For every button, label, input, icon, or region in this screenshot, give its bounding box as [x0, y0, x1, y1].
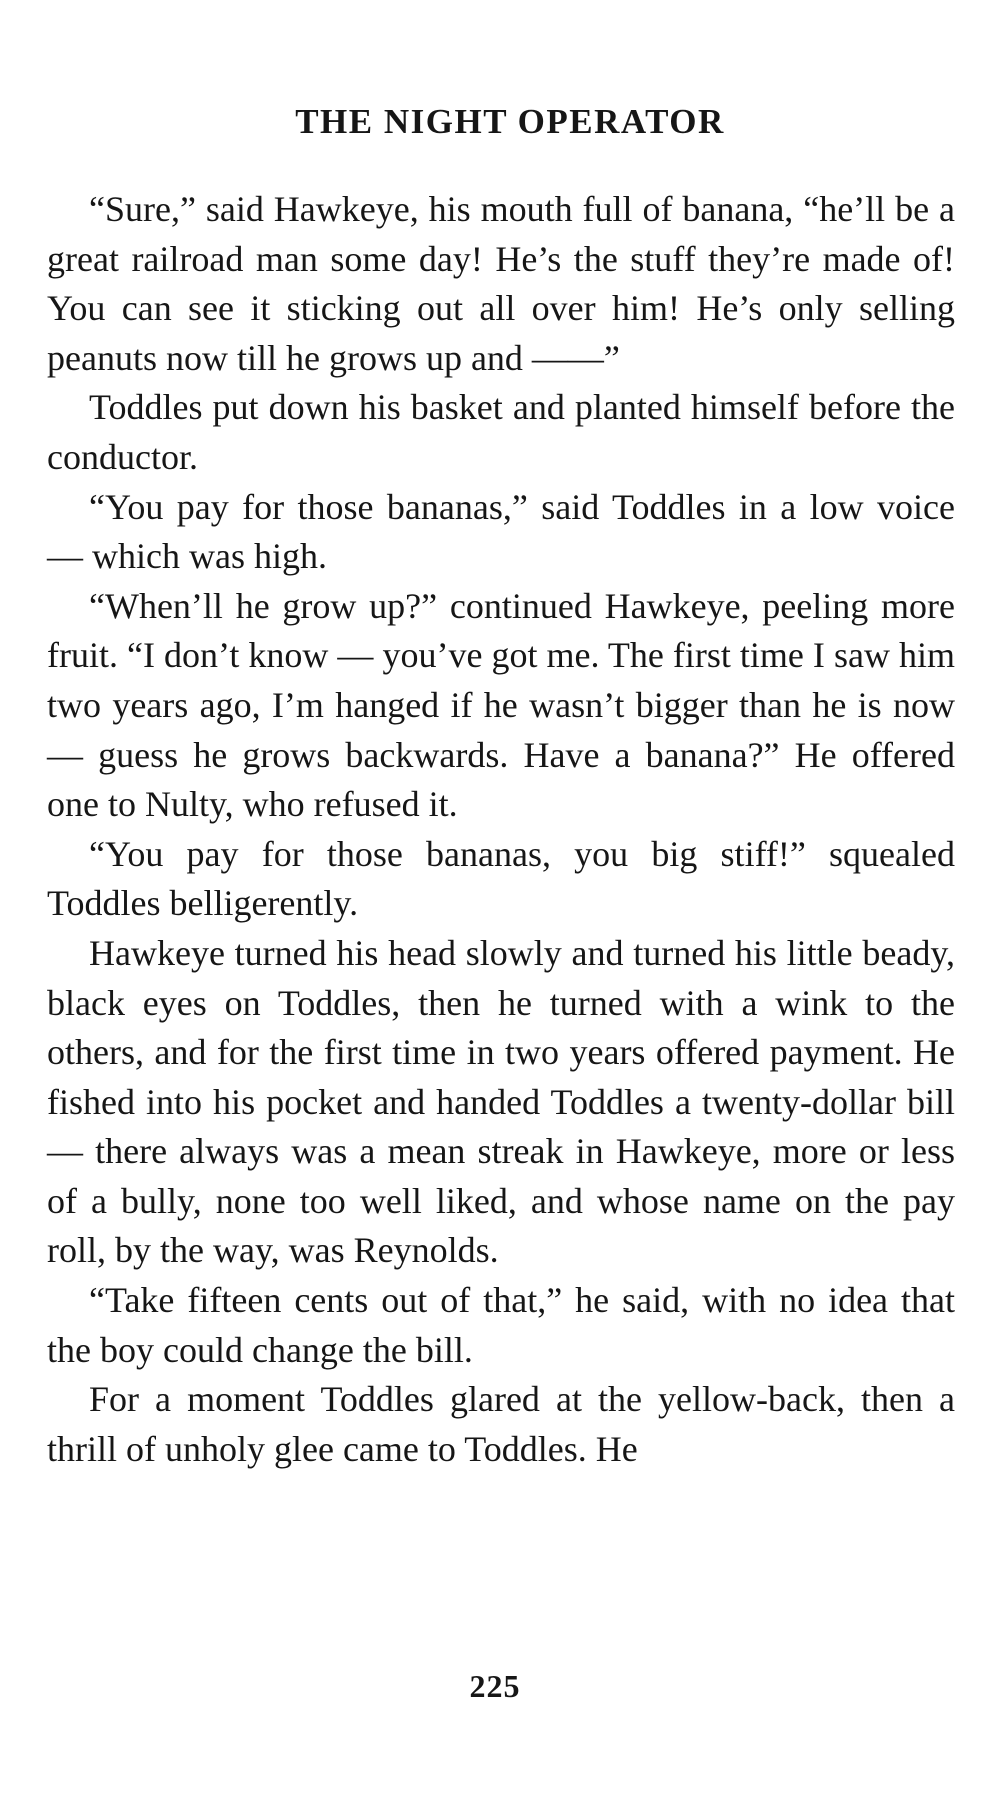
paragraph: “When’ll he grow up?” continued Hawkeye, peeling more fruit. “I don’t know — you’ve got me. The first time I saw him two years ago, I’m hanged if he wasn’t bigger than he is now — guess he grows backwards. Have a banana?” He offered one to Nulty, who refused it.	[47, 585, 955, 825]
paragraph: “Sure,” said Hawkeye, his mouth full of banana, “he’ll be a great railroad man some day! He’s the stuff they’re made of! You can see it sticking out all over him! He’s only selling peanuts now till he grows up and ——”	[47, 189, 955, 378]
page-number: 225	[469, 1668, 521, 1704]
paragraph: “You pay for those bananas, you big stiff!” squealed Toddles belligerently.	[47, 833, 955, 924]
paragraph: Hawkeye turned his head slowly and turned his little beady, black eyes on Toddles, then he turned with a wink to the others, and for the first time in two years offered payment. He fished into his pocket and handed Toddles a twenty-dollar bill — there always was a mean streak in Hawkeye, more or less of a bully, none too well liked, and whose name on the pay roll, by the way, was Reynolds.	[47, 932, 955, 1271]
paragraph: “You pay for those bananas,” said Toddles in a low voice — which was high.	[47, 486, 955, 577]
paragraph: For a moment Toddles glared at the yellow-back, then a thrill of unholy glee came to Toddles. He	[47, 1379, 955, 1469]
running-head: THE NIGHT OPERATOR	[295, 102, 725, 141]
paragraph: Toddles put down his basket and planted himself before the conductor.	[47, 387, 955, 477]
paragraph: “Take fifteen cents out of that,” he said, with no idea that the boy could change the bill.	[47, 1280, 955, 1370]
body-text	[47, 185, 955, 1474]
